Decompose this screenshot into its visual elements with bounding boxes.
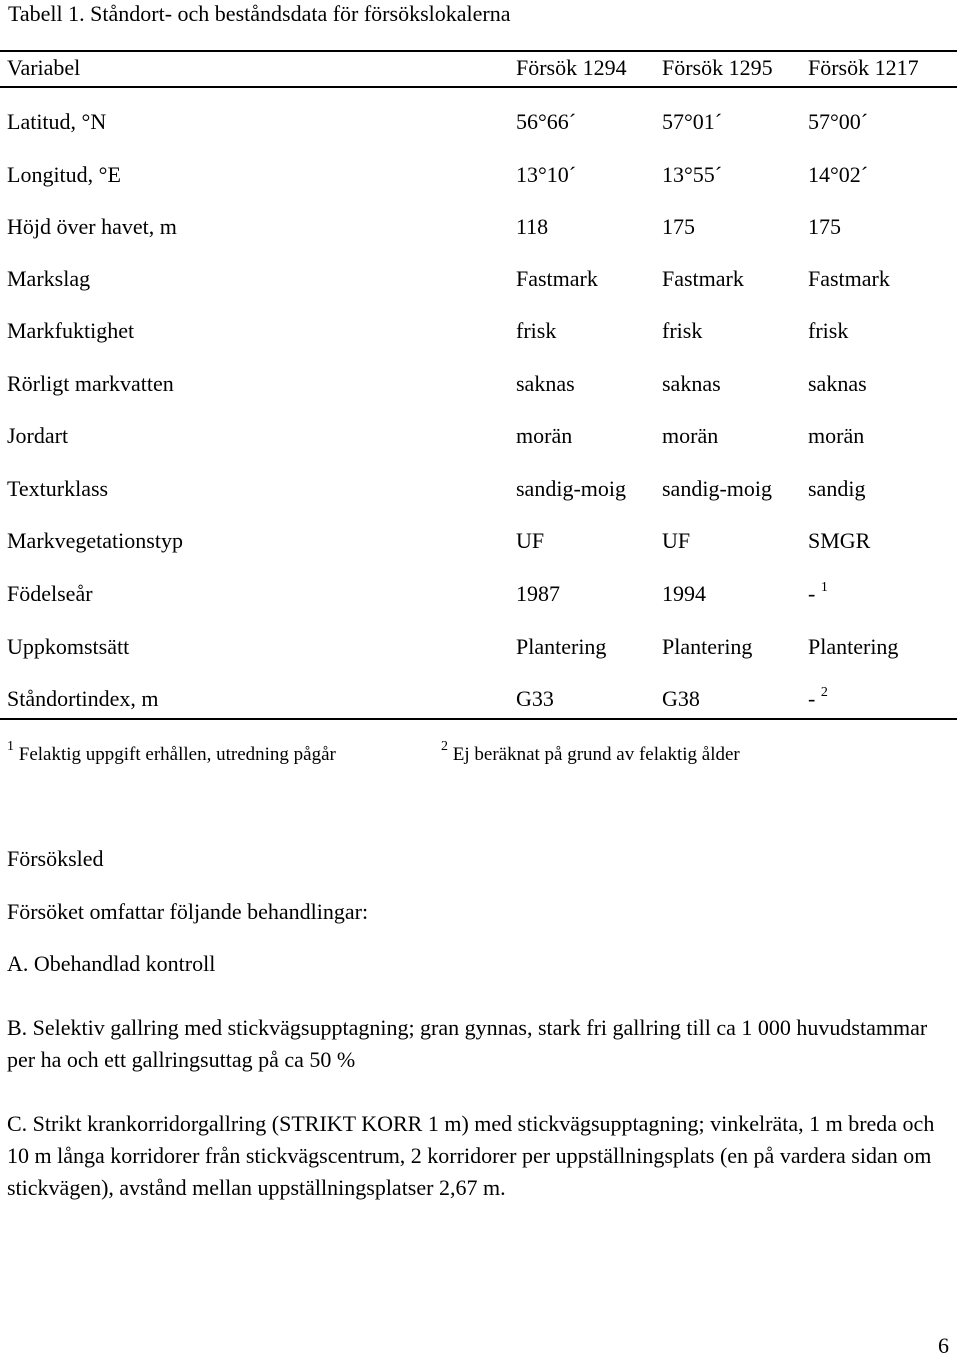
table-row [0,631,957,663]
row-label: Uppkomstsätt [7,634,130,659]
cell: Fastmark [662,266,744,291]
row-label: Jordart [7,423,69,448]
cell-with-footnote [808,578,828,610]
table-row [0,263,957,295]
table-row [0,683,957,715]
cell: sandig-moig [516,476,626,501]
cell: Fastmark [516,266,598,291]
cell: 118 [516,214,549,239]
cell: 175 [808,214,841,239]
cell: saknas [808,371,867,396]
row-label: Ståndortindex, m [7,686,159,711]
table-row [0,420,957,452]
cell: morän [662,423,719,448]
footnote-2-text: Ej beräknat på grund av felaktig ålder [452,744,740,765]
header-trial-1217: Försök 1217 [808,55,919,80]
section-heading: Försöksled [7,846,104,871]
cell: 175 [662,214,695,239]
treatment-c: C. Strikt krankorridorgallring (STRIKT KORR 1 m) med stickvägsupptagning; vinkelräta, 1 m breda och 10 m långa korridorer från stickvägscentrum, 2 korridorer per uppställningsplats (en på vardera sidan om stickvägen), avstånd mellan uppställningsplatser 2,67 m. [7,1111,935,1200]
footnote-2-mark: 2 [441,739,448,754]
table-row [0,578,957,610]
footnote-2 [441,738,740,772]
table-header-row [0,52,957,84]
treatment-b: B. Selektiv gallring med stickvägsupptagning; gran gynnas, stark fri gallring till ca 1 000 huvudstammar per ha och ett gallringsuttag på ca 50 % [7,1015,928,1072]
cell: saknas [516,371,575,396]
header-trial-1294: Försök 1294 [516,55,627,80]
table-row [0,473,957,505]
cell: frisk [516,318,557,343]
cell: UF [662,528,691,553]
section-intro: Försöket omfattar följande behandlingar: [7,899,369,924]
footnote-mark: 1 [820,580,828,595]
row-label: Höjd över havet, m [7,214,177,239]
footnote-1-text: Felaktig uppgift erhållen, utredning pågår [18,744,336,765]
table-caption: Tabell 1. Ståndort- och beståndsdata för försökslokalerna [8,1,511,26]
table-row [0,159,957,191]
cell: Plantering [808,634,899,659]
table-bottom-rule [0,718,957,720]
cell: 56°66´ [516,109,577,134]
row-label: Latitud, °N [7,109,107,134]
cell-text: - [808,581,821,606]
cell: frisk [808,318,849,343]
cell: UF [516,528,545,553]
cell: Plantering [662,634,753,659]
row-label: Rörligt markvatten [7,371,174,396]
cell-text: - [808,686,821,711]
page-number: 6 [938,1333,949,1358]
cell: 13°10´ [516,162,577,187]
row-label: Longitud, °E [7,162,121,187]
row-label: Markslag [7,266,91,291]
cell: Plantering [516,634,607,659]
row-label: Födelseår [7,581,93,606]
cell: morän [516,423,573,448]
cell: 1987 [516,581,560,606]
header-variable: Variabel [7,55,81,80]
footnote-mark: 2 [820,685,828,700]
table-header-rule [0,86,957,88]
cell: 13°55´ [662,162,723,187]
table-row [0,368,957,400]
cell: saknas [662,371,721,396]
cell: frisk [662,318,703,343]
table-row [0,525,957,557]
treatment-a: A. Obehandlad kontroll [7,951,216,976]
row-label: Markfuktighet [7,318,135,343]
cell: SMGR [808,528,871,553]
cell: sandig-moig [662,476,772,501]
row-label: Texturklass [7,476,109,501]
cell: sandig [808,476,866,501]
cell: 57°00´ [808,109,869,134]
cell: Fastmark [808,266,890,291]
footnote-1-mark: 1 [7,739,14,754]
cell: morän [808,423,865,448]
row-label: Markvegetationstyp [7,528,183,553]
cell: 57°01´ [662,109,723,134]
cell: 14°02´ [808,162,869,187]
cell: G38 [662,686,700,711]
cell: 1994 [662,581,706,606]
header-trial-1295: Försök 1295 [662,55,773,80]
table-row [0,211,957,243]
footnote-1 [7,738,336,772]
table-row [0,106,957,138]
table-row [0,315,957,347]
cell: G33 [516,686,554,711]
cell-with-footnote [808,683,828,715]
